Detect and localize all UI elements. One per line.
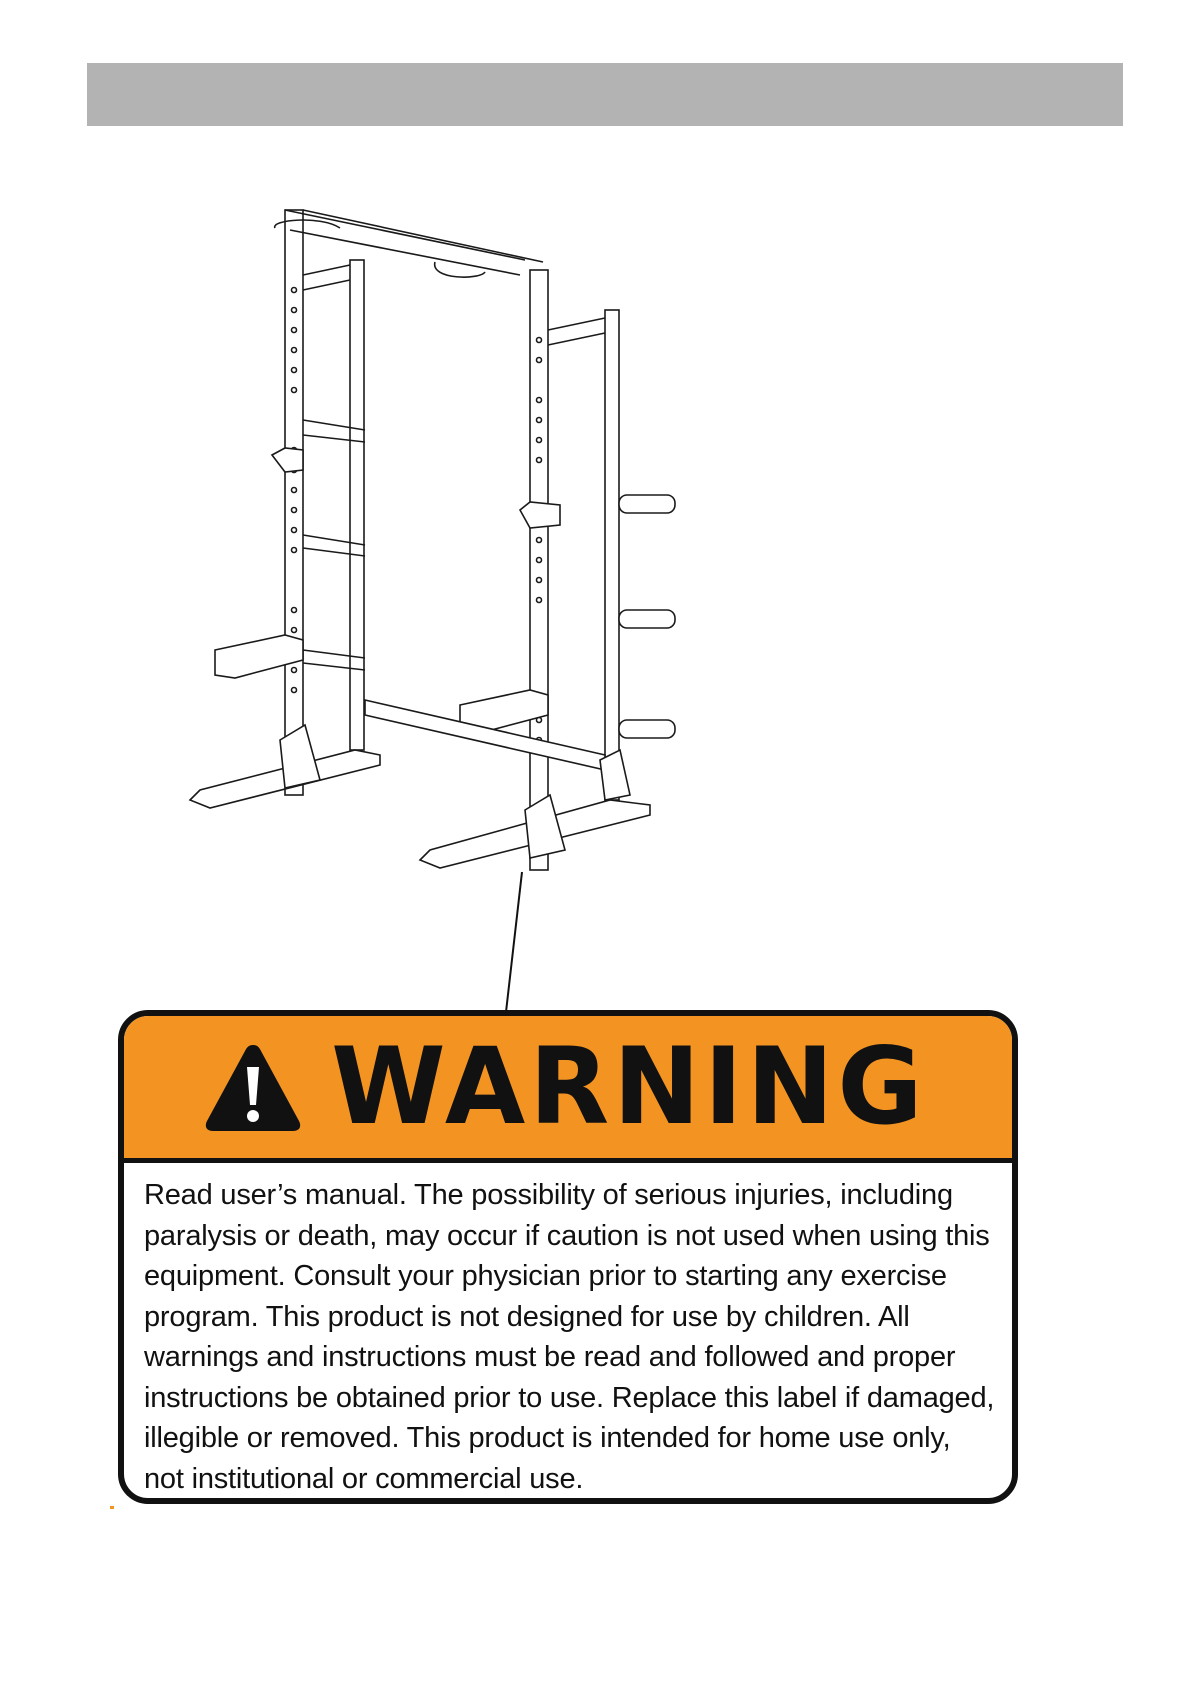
warning-line: paralysis or death, may occur if caution is not used when using this <box>144 1219 990 1252</box>
warning-line: warnings and instructions must be read and followed and proper <box>144 1341 956 1373</box>
exclamation-triangle-icon <box>203 1041 303 1133</box>
warning-title: WARNING <box>331 1025 927 1148</box>
warning-label <box>118 1010 1018 1504</box>
warning-text <box>124 1163 1012 1499</box>
warning-line: instructions be obtained prior to use. Replace this label if damaged, <box>144 1381 995 1414</box>
power-rack-illustration <box>180 180 740 920</box>
stray-mark <box>110 1506 114 1509</box>
section-header-bar <box>87 63 1123 126</box>
warning-line: program. This product is not designed for use by children. All <box>144 1300 910 1333</box>
warning-line: Read user’s manual. The possibility of serious injuries, including <box>144 1179 953 1211</box>
warning-header <box>124 1016 1012 1163</box>
warning-line: equipment. Consult your physician prior to starting any exercise <box>144 1260 947 1292</box>
warning-line: illegible or removed. This product is intended for home use only, <box>144 1422 951 1454</box>
warning-line: not institutional or commercial use. <box>144 1462 584 1495</box>
